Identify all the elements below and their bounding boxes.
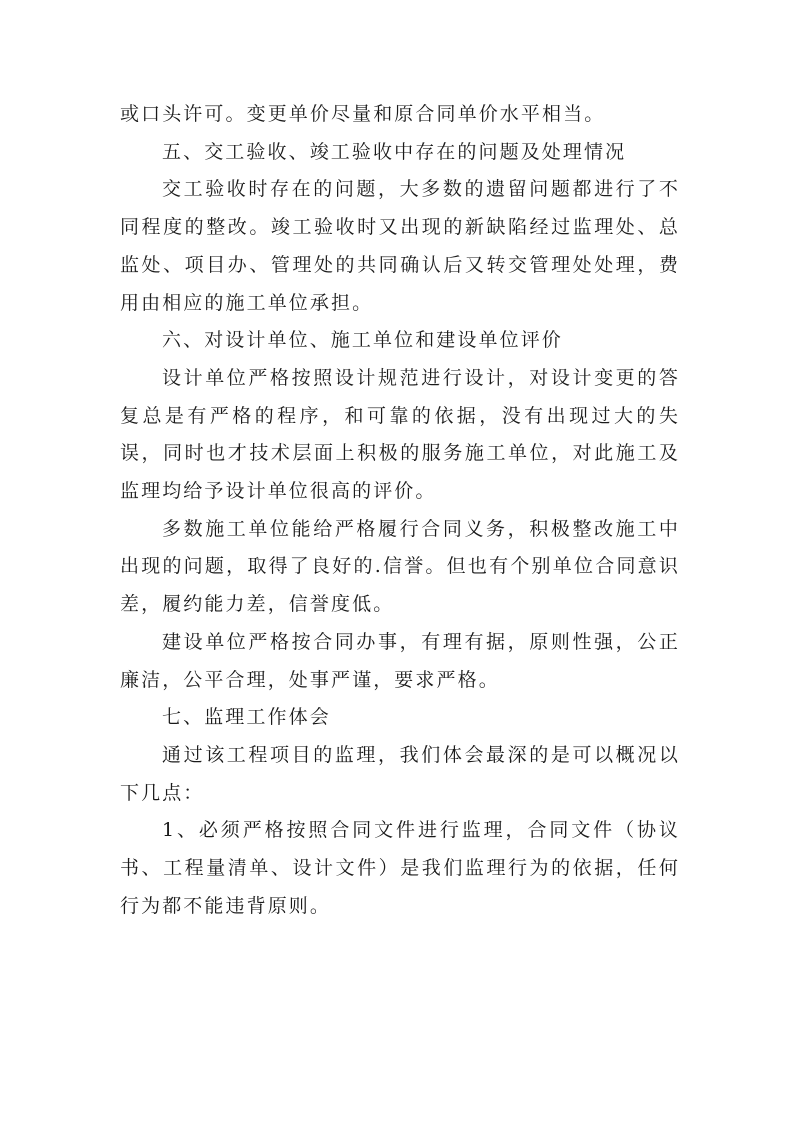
section-heading-seven: 七、监理工作体会 — [162, 706, 331, 729]
section-heading-six: 六、对设计单位、施工单位和建设单位评价 — [162, 329, 563, 352]
paragraph-acceptance-issues: 交工验收时存在的问题，大多数的遗留问题都进行了不同程度的整改。竣工验收时又出现的新缺陷经过监理处、总监处、项目办、管理处的共同确认后又转交管理处处理，费用由相应的施工单位承担。 — [120, 178, 680, 314]
paragraph-design-unit: 设计单位严格按照设计规范进行设计，对设计变更的答复总是有严格的程序，和可靠的依据，没有出现过大的失误，同时也才技术层面上积极的服务施工单位，对此施工及监理均给予设计单位很高的评价。 — [120, 366, 680, 503]
paragraph-construction-unit: 多数施工单位能给严格履行合同义务，积极整改施工中出现的问题，取得了良好的.信誉。但也有个别单位合同意识差，履约能力差，信誉度低。 — [120, 517, 680, 616]
paragraph-owner-unit: 建设单位严格按合同办事，有理有据，原则性强，公正廉洁，公平合理，处事严谨，要求严格。 — [120, 630, 680, 691]
section-heading-five: 五、交工验收、竣工验收中存在的问题及处理情况 — [162, 140, 627, 163]
paragraph-experience-intro: 通过该工程项目的监理，我们体会最深的是可以概况以下几点： — [120, 743, 680, 804]
document-body — [120, 96, 680, 925]
paragraph-experience-point-1: 1、必须严格按照合同文件进行监理，合同文件（协议书、工程量清单、设计文件）是我们监理行为的依据，任何行为都不能违背原则。 — [120, 819, 680, 917]
paragraph-continuation: 或口头许可。变更单价尽量和原合同单价水平相当。 — [120, 103, 606, 125]
